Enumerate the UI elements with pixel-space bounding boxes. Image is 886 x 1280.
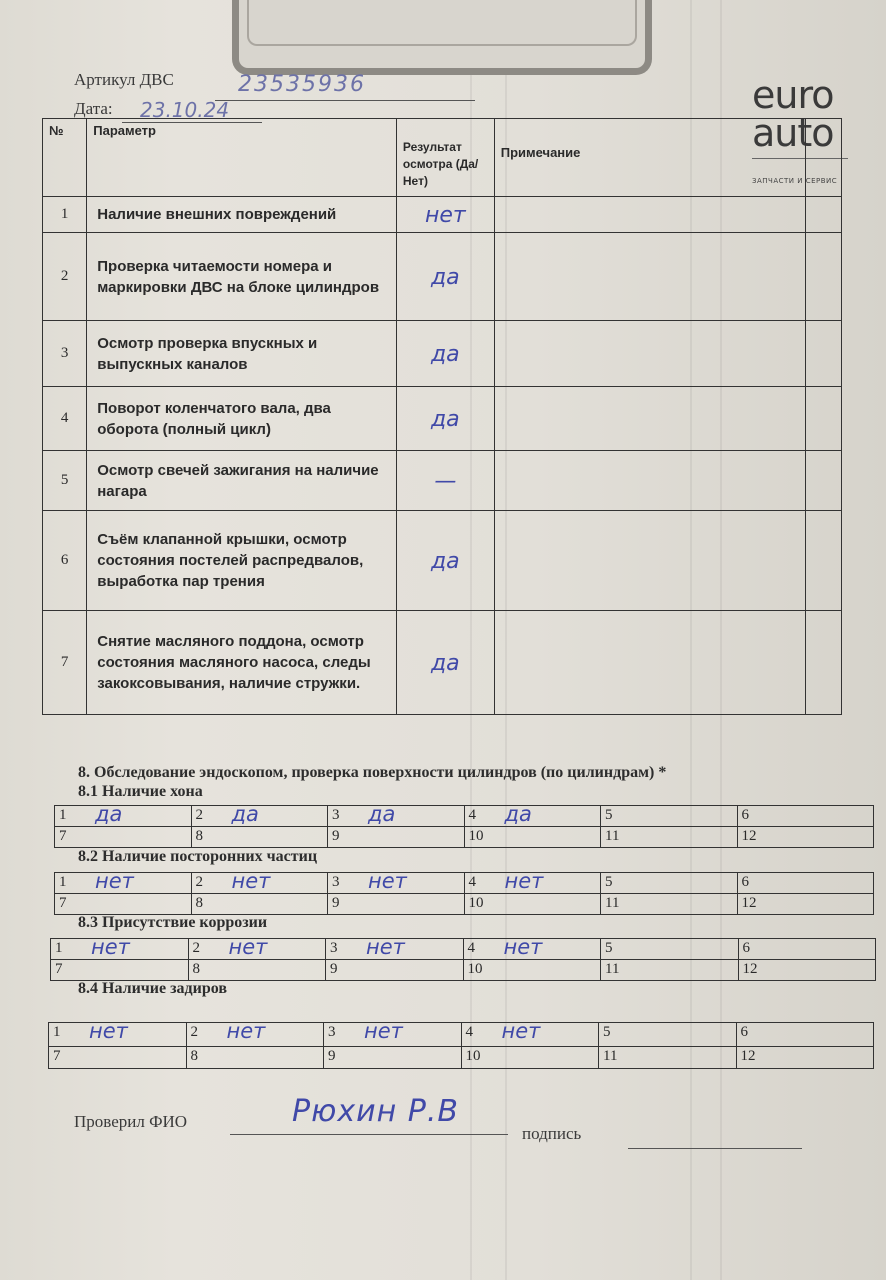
table-row	[43, 611, 842, 715]
cylinder-number: 12	[741, 828, 757, 844]
cylinder-cell	[324, 1019, 462, 1047]
date-label: Дата:	[74, 99, 113, 118]
cylinder-cell	[191, 802, 328, 827]
cylinder-value: нет	[228, 935, 268, 959]
cylinder-number: 7	[59, 828, 67, 844]
fio-underline	[230, 1134, 508, 1135]
cylinder-grid-8-4	[48, 1019, 874, 1069]
cylinder-cell	[601, 873, 738, 894]
cylinder-grid-8-3	[50, 935, 876, 981]
row-param: Осмотр свечей зажигания на наличие нагара	[87, 451, 397, 511]
article-label: Артикул ДВС	[74, 70, 174, 89]
cylinder-grid-8-1	[54, 802, 874, 848]
cylinder-cell	[186, 1047, 324, 1069]
cylinder-number: 11	[605, 961, 620, 977]
checked-label: Проверил ФИО	[74, 1112, 188, 1131]
cylinder-cell	[328, 869, 465, 894]
cylinder-cell	[463, 935, 601, 960]
cylinder-number: 3	[332, 874, 340, 890]
header-num: №	[43, 119, 87, 197]
cylinder-cell	[464, 827, 601, 848]
cylinder-cell	[601, 960, 739, 981]
row-param: Поворот коленчатого вала, два оборота (полный цикл)	[87, 387, 397, 451]
row-param: Осмотр проверка впускных и выпускных каналов	[87, 321, 397, 387]
row-note	[494, 321, 805, 387]
cylinder-cell	[191, 827, 328, 848]
cylinder-value: нет	[504, 869, 544, 893]
cylinder-number: 1	[59, 874, 67, 890]
cylinder-value: да	[95, 802, 123, 826]
section-8-1-title: 8.1 Наличие хона	[78, 783, 203, 800]
row-note	[494, 233, 805, 321]
cylinder-number: 6	[740, 1024, 748, 1040]
row-num: 6	[43, 511, 87, 611]
table-header-row	[43, 119, 842, 197]
row-result: да	[430, 406, 460, 432]
table-row	[43, 321, 842, 387]
cylinder-value: нет	[89, 1019, 128, 1043]
cylinder-number: 7	[59, 895, 67, 911]
cylinder-number: 12	[741, 895, 757, 911]
cylinder-number: 8	[195, 828, 203, 844]
cylinder-number: 1	[59, 807, 67, 823]
cylinder-number: 4	[468, 807, 476, 823]
cylinder-number: 4	[468, 874, 476, 890]
cylinder-cell	[461, 1047, 599, 1069]
cylinder-value: нет	[364, 1019, 403, 1043]
cylinder-cell	[188, 935, 326, 960]
row-note	[494, 387, 805, 451]
cylinder-number: 1	[53, 1024, 61, 1040]
cylinder-cell	[601, 894, 738, 915]
cylinder-number: 3	[330, 940, 338, 956]
cylinder-cell	[326, 935, 464, 960]
cylinder-number: 12	[742, 961, 758, 977]
cylinder-value: нет	[501, 1019, 541, 1043]
logo-line2: auto	[752, 111, 834, 155]
cylinder-cell	[601, 806, 738, 827]
cylinder-number: 6	[741, 874, 749, 890]
cylinder-number: 8	[195, 895, 203, 911]
cylinder-number: 7	[55, 961, 63, 977]
row-num: 1	[43, 197, 87, 233]
header-result: Результат осмотра (Да/Нет)	[396, 119, 494, 197]
logo-subtitle: ЗАПЧАСТИ И СЕРВИС	[752, 177, 838, 185]
cylinder-number: 10	[465, 1048, 481, 1064]
cylinder-value: да	[504, 802, 532, 826]
cylinder-value: нет	[95, 869, 134, 893]
cylinder-cell	[737, 894, 874, 915]
row-param: Снятие масляного поддона, осмотр состояния масляного насоса, следы закоксовывания, наличие стружки.	[87, 611, 397, 715]
cylinder-number: 10	[467, 961, 483, 977]
date-value: 23.10.24	[140, 98, 230, 122]
cylinder-cell	[464, 894, 601, 915]
cylinder-value: да	[231, 802, 259, 826]
cylinder-number: 5	[605, 807, 613, 823]
row-note	[494, 611, 805, 715]
cylinder-cell	[738, 939, 876, 960]
cylinder-cell	[324, 1047, 462, 1069]
row-num: 4	[43, 387, 87, 451]
table-row	[43, 511, 842, 611]
row-result: да	[430, 548, 460, 574]
row-param: Проверка читаемости номера и маркировки ДВС на блоке цилиндров	[87, 233, 397, 321]
cylinder-number: 9	[330, 961, 338, 977]
cylinder-number: 2	[195, 807, 203, 823]
cylinder-cell	[328, 802, 465, 827]
cylinder-grid-8-2	[54, 869, 874, 915]
row-num: 3	[43, 321, 87, 387]
checked-value: Рюхин Р.В	[292, 1094, 459, 1129]
cylinder-cell	[188, 960, 326, 981]
section-8-2-title: 8.2 Наличие посторонних частиц	[78, 848, 318, 865]
cylinder-cell	[737, 827, 874, 848]
cylinder-number: 9	[332, 895, 340, 911]
cylinder-cell	[191, 894, 328, 915]
cylinder-cell	[737, 873, 874, 894]
cylinder-number: 9	[328, 1048, 336, 1064]
cylinder-cell	[49, 1019, 187, 1047]
cylinder-cell	[55, 894, 192, 915]
header-note: Примечание	[494, 119, 805, 197]
cylinder-number: 4	[467, 940, 475, 956]
cylinder-cell	[737, 806, 874, 827]
cylinder-number: 1	[55, 940, 63, 956]
cylinder-cell	[328, 894, 465, 915]
cylinder-cell	[464, 802, 601, 827]
cylinder-number: 10	[468, 895, 484, 911]
signature-label: подпись	[522, 1124, 582, 1143]
cylinder-number: 11	[603, 1048, 618, 1064]
cylinder-cell	[461, 1019, 599, 1047]
signature-underline	[628, 1148, 802, 1149]
cylinder-number: 2	[190, 1024, 198, 1040]
cylinder-number: 8	[192, 961, 200, 977]
cylinder-value: нет	[226, 1019, 266, 1043]
cylinder-cell	[464, 869, 601, 894]
row-result: да	[430, 341, 460, 367]
row-note	[494, 511, 805, 611]
header-edge	[806, 119, 842, 197]
row-result: да	[430, 650, 460, 676]
cylinder-number: 6	[742, 940, 750, 956]
inspection-table	[42, 118, 842, 715]
cylinder-value: нет	[368, 869, 407, 893]
cylinder-number: 5	[605, 874, 613, 890]
cylinder-number: 6	[741, 807, 749, 823]
header-param: Параметр	[87, 119, 397, 197]
cylinder-number: 11	[605, 895, 620, 911]
cylinder-cell	[601, 827, 738, 848]
cylinder-number: 3	[328, 1024, 336, 1040]
cylinder-number: 3	[332, 807, 340, 823]
article-value: 23535936	[238, 72, 366, 97]
cylinder-cell	[191, 869, 328, 894]
cylinder-cell	[51, 935, 189, 960]
endoscopy-title: 8. Обследование эндоскопом, проверка поверхности цилиндров (по цилиндрам) *	[78, 764, 667, 781]
table-row	[43, 233, 842, 321]
cylinder-number: 10	[468, 828, 484, 844]
cylinder-number: 2	[192, 940, 200, 956]
cylinder-cell	[463, 960, 601, 981]
cylinder-cell	[328, 827, 465, 848]
cylinder-number: 4	[465, 1024, 473, 1040]
cylinder-cell	[601, 939, 739, 960]
cylinder-number: 12	[740, 1048, 756, 1064]
row-result: —	[434, 468, 457, 494]
cylinder-number: 7	[53, 1048, 61, 1064]
cylinder-number: 8	[190, 1048, 198, 1064]
cylinder-cell	[736, 1023, 874, 1047]
cylinder-cell	[49, 1047, 187, 1069]
table-row	[43, 387, 842, 451]
cylinder-number: 5	[605, 940, 613, 956]
cylinder-cell	[51, 960, 189, 981]
cylinder-cell	[736, 1047, 874, 1069]
cylinder-cell	[186, 1019, 324, 1047]
row-num: 2	[43, 233, 87, 321]
section-8-4-title: 8.4 Наличие задиров	[78, 980, 228, 997]
row-result: да	[430, 264, 460, 290]
cylinder-value: нет	[503, 935, 543, 959]
table-row	[43, 451, 842, 511]
row-param: Наличие внешних повреждений	[87, 197, 397, 233]
cylinder-number: 2	[195, 874, 203, 890]
row-num: 7	[43, 611, 87, 715]
section-8-3-title: 8.3 Присутствие коррозии	[78, 914, 268, 931]
row-result: нет	[424, 202, 466, 228]
table-row	[43, 197, 842, 233]
cylinder-cell	[599, 1023, 737, 1047]
cylinder-number: 5	[603, 1024, 611, 1040]
cylinder-cell	[55, 869, 192, 894]
cylinder-cell	[326, 960, 464, 981]
row-param: Съём клапанной крышки, осмотр состояния постелей распредвалов, выработка пар трения	[87, 511, 397, 611]
cylinder-cell	[55, 802, 192, 827]
article-underline	[215, 100, 475, 101]
cylinder-cell	[55, 827, 192, 848]
row-num: 5	[43, 451, 87, 511]
row-note	[494, 451, 805, 511]
cylinder-number: 11	[605, 828, 620, 844]
logo-line1: euro	[752, 73, 834, 117]
row-note	[494, 197, 805, 233]
clipboard-clip	[232, 0, 652, 75]
cylinder-value: нет	[231, 869, 271, 893]
cylinder-cell	[599, 1047, 737, 1069]
cylinder-value: нет	[366, 935, 405, 959]
cylinder-number: 9	[332, 828, 340, 844]
cylinder-cell	[738, 960, 876, 981]
cylinder-value: да	[368, 802, 396, 826]
cylinder-value: нет	[91, 935, 130, 959]
